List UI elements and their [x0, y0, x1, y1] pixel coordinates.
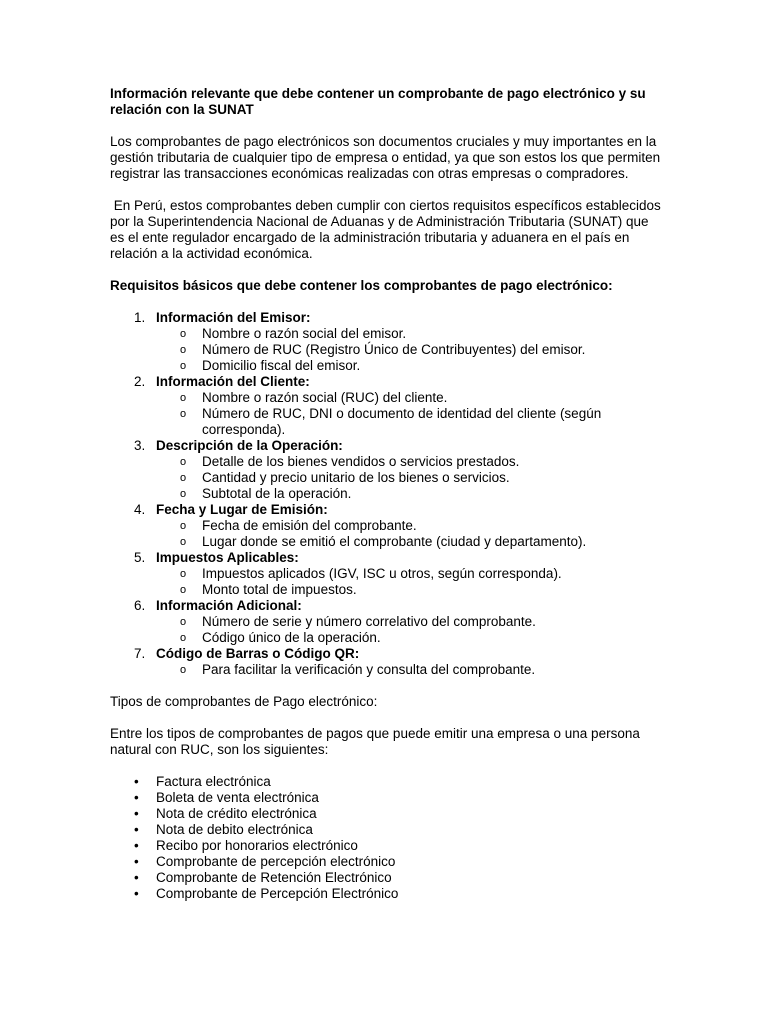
list-item-text: Boleta de venta electrónica [156, 790, 319, 805]
sub-item-text: Impuestos aplicados (IGV, ISC u otros, según corresponda). [202, 566, 562, 581]
requirement-title: Fecha y Lugar de Emisión: [156, 502, 328, 517]
requirement-title: Información Adicional: [156, 598, 302, 613]
circle-bullet-icon: o [180, 584, 187, 596]
sub-item-text: Domicilio fiscal del emisor. [202, 358, 361, 373]
requirement-title: Descripción de la Operación: [156, 438, 343, 453]
requirement-number: 6. [134, 598, 146, 613]
list-item [110, 774, 662, 790]
circle-bullet-icon: o [180, 360, 187, 372]
circle-bullet-icon: o [180, 568, 187, 580]
sub-item-text: Nombre o razón social del emisor. [202, 326, 407, 341]
sub-item [156, 582, 662, 598]
requirement-item [110, 550, 662, 598]
requirement-item [110, 598, 662, 646]
requirement-item [110, 374, 662, 438]
requirement-item [110, 438, 662, 502]
list-item-text: Comprobante de percepción electrónico [156, 854, 396, 869]
circle-bullet-icon: o [180, 536, 187, 548]
peru-paragraph: En Perú, estos comprobantes deben cumplir con ciertos requisitos específicos establecidos por la Superintendencia Nacional de Aduanas y de Administración Tributaria (SUNAT) que es el ente regulador encargado de la administración tributaria y aduanera en el país en relación a la actividad económica. [110, 198, 665, 261]
circle-bullet-icon: o [180, 392, 187, 404]
list-item-text: Factura electrónica [156, 774, 271, 789]
sub-item-text: Número de RUC (Registro Único de Contribuyentes) del emisor. [202, 342, 586, 357]
list-item-text: Comprobante de Retención Electrónico [156, 870, 392, 885]
list-item-text: Nota de crédito electrónica [156, 806, 317, 821]
document-title: Información relevante que debe contener un comprobante de pago electrónico y su relación con la SUNAT [110, 86, 646, 117]
sub-item-text: Detalle de los bienes vendidos o servicios prestados. [202, 454, 520, 469]
sub-item-text: Número de RUC, DNI o documento de identidad del cliente (según corresponda). [202, 406, 602, 437]
bullet-icon: • [134, 854, 139, 869]
list-item [110, 806, 662, 822]
document-page [110, 86, 665, 902]
sub-item [156, 566, 662, 582]
list-item [110, 886, 662, 902]
list-item [110, 870, 662, 886]
sub-item [156, 518, 662, 534]
requirement-sublist [156, 326, 662, 374]
requirement-title: Información del Cliente: [156, 374, 310, 389]
sub-item [156, 326, 662, 342]
sub-item-text: Lugar donde se emitió el comprobante (ciudad y departamento). [202, 534, 587, 549]
sub-item [156, 358, 662, 374]
requirement-title: Código de Barras o Código QR: [156, 646, 360, 661]
types-list [110, 774, 662, 902]
sub-item-text: Nombre o razón social (RUC) del cliente. [202, 390, 448, 405]
circle-bullet-icon: o [180, 616, 187, 628]
bullet-icon: • [134, 806, 139, 821]
requirement-sublist [156, 662, 662, 678]
requirement-sublist [156, 454, 662, 502]
sub-item-text: Subtotal de la operación. [202, 486, 352, 501]
requirement-item [110, 646, 662, 678]
bullet-icon: • [134, 870, 139, 885]
sub-item [156, 534, 662, 550]
circle-bullet-icon: o [180, 632, 187, 644]
list-item-text: Comprobante de Percepción Electrónico [156, 886, 399, 901]
list-item [110, 854, 662, 870]
bullet-icon: • [134, 790, 139, 805]
circle-bullet-icon: o [180, 520, 187, 532]
requirements-heading: Requisitos básicos que debe contener los comprobantes de pago electrónico: [110, 278, 613, 293]
sub-item-text: Fecha de emisión del comprobante. [202, 518, 417, 533]
sub-item-text: Para facilitar la verificación y consulta del comprobante. [202, 662, 536, 677]
sub-item-text: Número de serie y número correlativo del comprobante. [202, 614, 536, 629]
bullet-icon: • [134, 822, 139, 837]
sub-item [156, 406, 662, 438]
list-item [110, 822, 662, 838]
requirement-number: 5. [134, 550, 146, 565]
intro-paragraph: Los comprobantes de pago electrónicos son documentos cruciales y muy importantes en la gestión tributaria de cualquier tipo de empresa o entidad, ya que son estos los que permiten registrar las transacciones económicas realizadas con otras empresas o compradores. [110, 134, 661, 181]
bullet-icon: • [134, 774, 139, 789]
requirement-sublist [156, 518, 662, 550]
requirement-title: Información del Emisor: [156, 310, 311, 325]
circle-bullet-icon: o [180, 456, 187, 468]
bullet-icon: • [134, 838, 139, 853]
sub-item-text: Cantidad y precio unitario de los bienes o servicios. [202, 470, 510, 485]
sub-item-text: Código único de la operación. [202, 630, 381, 645]
requirement-sublist [156, 390, 662, 438]
list-item-text: Nota de debito electrónica [156, 822, 313, 837]
circle-bullet-icon: o [180, 664, 187, 676]
requirement-title: Impuestos Aplicables: [156, 550, 299, 565]
requirement-number: 7. [134, 646, 146, 661]
sub-item [156, 486, 662, 502]
sub-item [156, 470, 662, 486]
requirement-item [110, 310, 662, 374]
circle-bullet-icon: o [180, 408, 187, 420]
sub-item [156, 662, 662, 678]
sub-item [156, 614, 662, 630]
types-intro: Entre los tipos de comprobantes de pagos que puede emitir una empresa o una persona natural con RUC, son los siguientes: [110, 726, 640, 757]
sub-item [156, 390, 662, 406]
requirement-number: 4. [134, 502, 146, 517]
circle-bullet-icon: o [180, 488, 187, 500]
sub-item [156, 454, 662, 470]
circle-bullet-icon: o [180, 328, 187, 340]
requirement-sublist [156, 614, 662, 646]
circle-bullet-icon: o [180, 472, 187, 484]
circle-bullet-icon: o [180, 344, 187, 356]
list-item-text: Recibo por honorarios electrónico [156, 838, 358, 853]
requirement-number: 3. [134, 438, 146, 453]
sub-item [156, 630, 662, 646]
requirement-sublist [156, 566, 662, 598]
list-item [110, 838, 662, 854]
list-item [110, 790, 662, 806]
sub-item [156, 342, 662, 358]
requirement-item [110, 502, 662, 550]
sub-item-text: Monto total de impuestos. [202, 582, 357, 597]
requirement-number: 2. [134, 374, 146, 389]
bullet-icon: • [134, 886, 139, 901]
requirements-list [110, 310, 662, 678]
requirement-number: 1. [134, 310, 146, 325]
types-heading: Tipos de comprobantes de Pago electrónico: [110, 694, 378, 709]
